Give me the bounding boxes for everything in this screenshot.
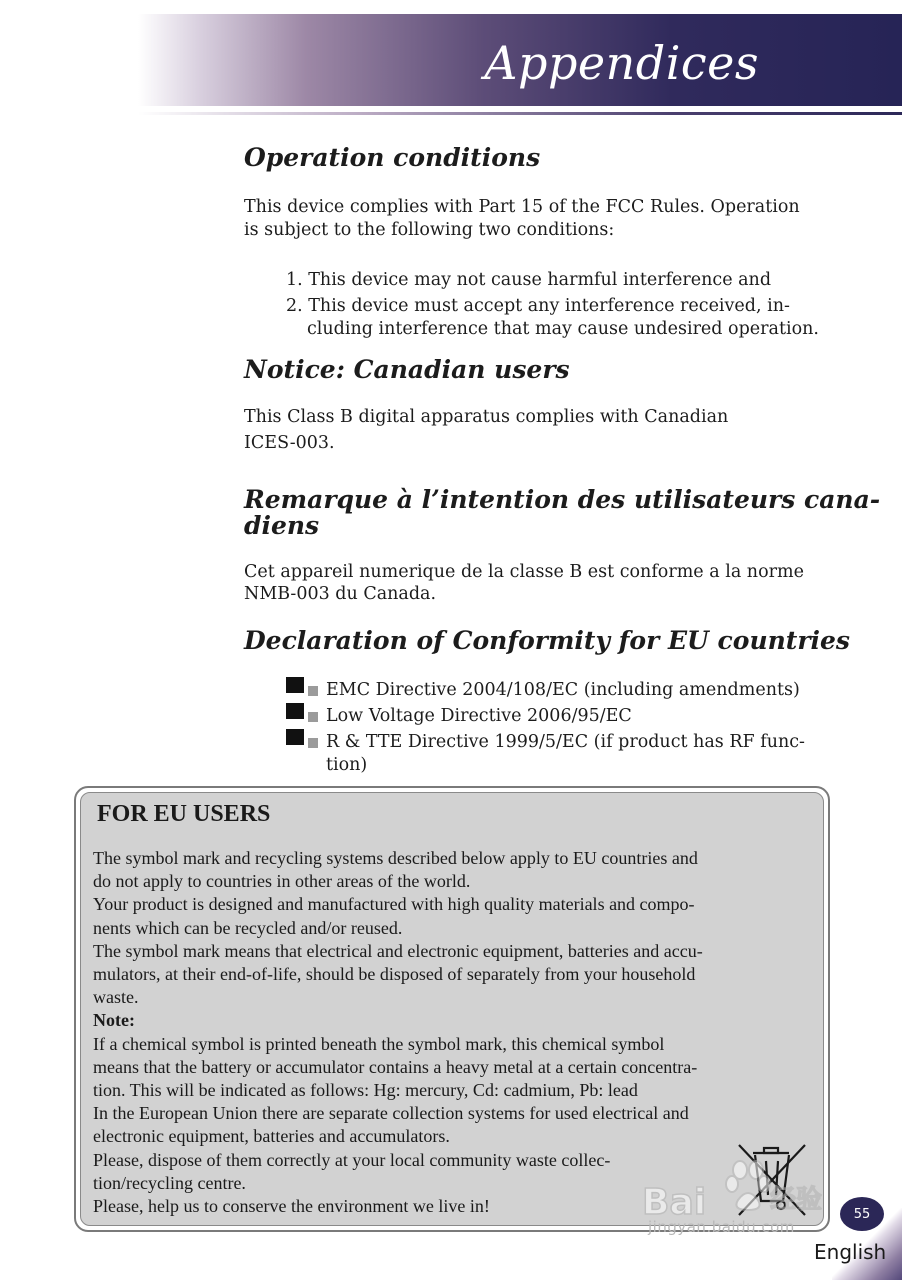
directive-item	[286, 731, 846, 779]
canadian-line-1: This Class B digital apparatus complies with Canadian	[244, 407, 729, 427]
language-label: English	[814, 1240, 887, 1264]
canadian-line-2: ICES-003.	[244, 433, 335, 453]
svg-text:经验: 经验	[770, 1185, 823, 1215]
square-bullet-icon	[286, 701, 322, 725]
operation-condition-2-line-2: cluding interference that may cause undesired operation.	[307, 319, 819, 339]
eu-text-line: The symbol mark means that electrical and electronic equipment, batteries and accu-	[93, 940, 703, 961]
directive-item	[286, 705, 846, 729]
eu-text-line: In the European Union there are separate collection systems for used electrical and	[93, 1103, 689, 1124]
eu-note-label: Note:	[93, 1010, 135, 1031]
eu-text-line: If a chemical symbol is printed beneath the symbol mark, this chemical symbol	[93, 1033, 665, 1054]
remarque-heading-line-2: diens	[244, 511, 320, 540]
eu-text-line: tion. This will be indicated as follows: Hg: mercury, Cd: cadmium, Pb: lead	[93, 1080, 638, 1101]
operation-conditions-heading: Operation conditions	[244, 143, 541, 172]
eu-text-line: Please, dispose of them correctly at your local community waste collec-	[93, 1149, 611, 1170]
page-number-badge: 55	[840, 1197, 884, 1231]
eu-text-line: Please, help us to conserve the environment we live in!	[93, 1196, 490, 1217]
page-title: Appendices	[484, 36, 759, 90]
header-rule	[138, 112, 902, 115]
watermark-url: jingyan.baidu.com	[648, 1218, 795, 1236]
remarque-line-2: NMB-003 du Canada.	[244, 584, 437, 604]
directive-text: R & TTE Directive 1999/5/EC (if product has RF func-	[326, 732, 805, 752]
remarque-line-1: Cet appareil numerique de la classe B est conforme a la norme	[244, 562, 804, 582]
directive-text-continued: tion)	[326, 755, 368, 775]
declaration-heading: Declaration of Conformity for EU countries	[244, 626, 850, 655]
eu-text-line: nents which can be recycled and/or reused.	[93, 917, 403, 938]
eu-text-line: means that the battery or accumulator contains a heavy metal at a certain concentra-	[93, 1056, 698, 1077]
eu-text-line: mulators, at their end-of-life, should be disposed of separately from your household	[93, 964, 696, 985]
eu-text-line: The symbol mark and recycling systems described below apply to EU countries and	[93, 848, 698, 868]
eu-users-title: FOR EU USERS	[97, 801, 271, 827]
square-bullet-icon	[286, 727, 322, 751]
canadian-users-heading: Notice: Canadian users	[244, 355, 570, 384]
directive-text: EMC Directive 2004/108/EC (including amendments)	[326, 680, 800, 700]
eu-text-line: do not apply to countries in other areas of the world.	[93, 871, 471, 892]
eu-text-line: Your product is designed and manufactured with high quality materials and compo-	[93, 894, 695, 915]
remarque-heading-line-1: Remarque à l’intention des utilisateurs cana-	[244, 485, 881, 514]
operation-condition-2-line-1: 2. This device must accept any interference received, in-	[286, 296, 790, 316]
svg-text:Bai: Bai	[642, 1182, 707, 1223]
operation-intro-line-2: is subject to the following two conditions:	[244, 220, 615, 240]
operation-intro-line-1: This device complies with Part 15 of the FCC Rules. Operation	[244, 197, 800, 217]
directive-item	[286, 679, 846, 703]
operation-condition-1: 1. This device may not cause harmful interference and	[286, 270, 772, 290]
eu-text-line: waste.	[93, 987, 139, 1008]
eu-text-line: electronic equipment, batteries and accumulators.	[93, 1126, 450, 1147]
directive-text: Low Voltage Directive 2006/95/EC	[326, 706, 632, 726]
square-bullet-icon	[286, 675, 322, 699]
eu-text-line: tion/recycling centre.	[93, 1172, 246, 1193]
